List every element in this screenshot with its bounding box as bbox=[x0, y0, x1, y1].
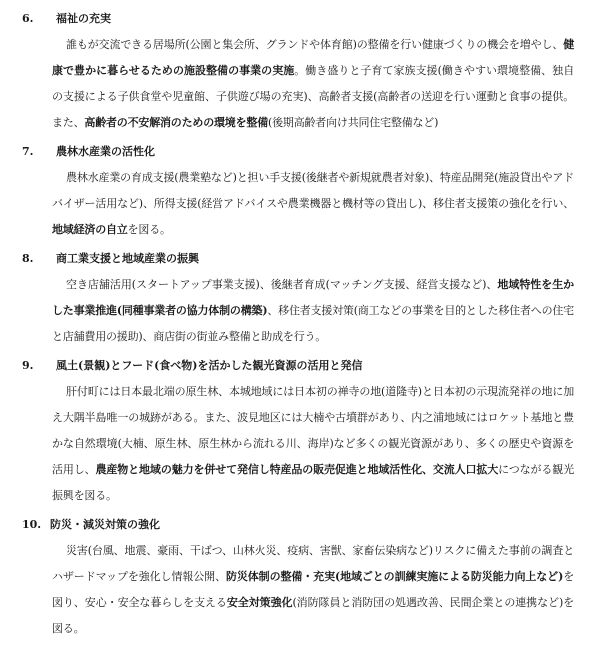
body-run: 農林水産業の育成支援(農業塾など)と担い手支援(後継者や新規就農者対象)、特産品開発(施設貸出やアドバイザー活用など)、所得支援(経営アドバイスや農業機器と機材等の貸出し)、移住者支援策の強化を行い、 bbox=[52, 171, 574, 210]
section-title: 農林水産業の活性化 bbox=[56, 145, 155, 158]
body-run: につながる観光振興を図る。 bbox=[52, 463, 574, 502]
body-run-bold: 農産物と地域の魅力を併せて発信し特産品の販売促進と地域活性化、交流人口拡大 bbox=[95, 463, 499, 476]
section-heading bbox=[22, 6, 578, 32]
section-8 bbox=[22, 246, 578, 350]
body-run-bold: 防災体制の整備・充実(地域ごとの訓練実施による防災能力向上など) bbox=[225, 570, 564, 583]
section-body bbox=[22, 379, 578, 509]
body-run-bold: 地域特性を生かした事業推進(同種事業者の協力体制の構築) bbox=[52, 278, 574, 317]
section-number: 9. bbox=[22, 359, 34, 372]
section-body bbox=[22, 165, 578, 243]
section-heading bbox=[22, 246, 578, 272]
section-heading bbox=[22, 353, 578, 379]
body-run: 、移住者支援対策(商工などの事業を目的とした移住者への住宅と店舗費用の援助)、商店街の街並み整備と助成を行う。 bbox=[52, 304, 574, 343]
section-number: 10. bbox=[22, 518, 42, 531]
section-body bbox=[22, 272, 578, 350]
section-10 bbox=[22, 512, 578, 642]
section-title: 防災・減災対策の強化 bbox=[50, 518, 160, 531]
body-run: 災害(台風、地震、豪雨、干ばつ、山林火災、疫病、害獣、家畜伝染病など)リスクに備えた事前の調査とハザードマップを強化し情報公開、 bbox=[52, 544, 574, 583]
body-run: 空き店舗活用(スタートアップ事業支援)、後継者育成(マッチング支援、経営支援など)、 bbox=[66, 278, 498, 291]
body-run-bold: 高齢者の不安解消のための環境を整備 bbox=[84, 116, 269, 129]
body-run: を図る。 bbox=[127, 223, 171, 236]
body-run-bold: 地域経済の自立 bbox=[52, 223, 128, 236]
section-body bbox=[22, 538, 578, 642]
body-run-bold: 健康で豊かに暮らせるための施設整備の事業の実施 bbox=[52, 38, 574, 77]
section-body bbox=[22, 32, 578, 136]
section-9 bbox=[22, 353, 578, 509]
section-title: 商工業支援と地域産業の振興 bbox=[56, 252, 199, 265]
body-run: (消防隊員と消防団の処遇改善、民間企業との連携など)を図る。 bbox=[52, 596, 574, 635]
section-7 bbox=[22, 139, 578, 243]
section-heading bbox=[22, 512, 578, 538]
section-title: 風土(景観)とフード(食べ物)を活かした観光資源の活用と発信 bbox=[56, 359, 363, 372]
body-run: 。働き盛りと子育て家族支援(働きやすい環境整備、独自の支援による子供食堂や児童館、子供遊び場の充実)、高齢者支援(高齢者の送迎を行い運動と食事の提供。また、 bbox=[52, 64, 574, 129]
section-number: 6. bbox=[22, 12, 34, 25]
body-run: (後期高齢者向け共同住宅整備など) bbox=[268, 116, 439, 129]
body-run-bold: 安全対策強化 bbox=[226, 596, 293, 609]
section-number: 7. bbox=[22, 145, 34, 158]
section-heading bbox=[22, 139, 578, 165]
section-number: 8. bbox=[22, 252, 34, 265]
section-title: 福祉の充実 bbox=[56, 12, 111, 25]
body-run: 誰もが交流できる居場所(公園と集会所、グランドや体育館)の整備を行い健康づくりの機会を増やし、 bbox=[66, 38, 564, 51]
section-6 bbox=[22, 6, 578, 136]
body-run: を図り、安心・安全な暮らしを支える bbox=[52, 570, 574, 609]
body-run: 肝付町には日本最北端の原生林、本城地域には日本初の禅寺の地(道隆寺)と日本初の示現流発祥の地に加え大隅半島唯一の城跡がある。また、波見地区には大楠や古墳群があり、内之浦地域にはロケット基地と豊かな自然環境(大楠、原生林、原生林から流れる川、海岸)など多くの観光資源があり、多くの歴史や資源を活用し、 bbox=[52, 385, 574, 476]
